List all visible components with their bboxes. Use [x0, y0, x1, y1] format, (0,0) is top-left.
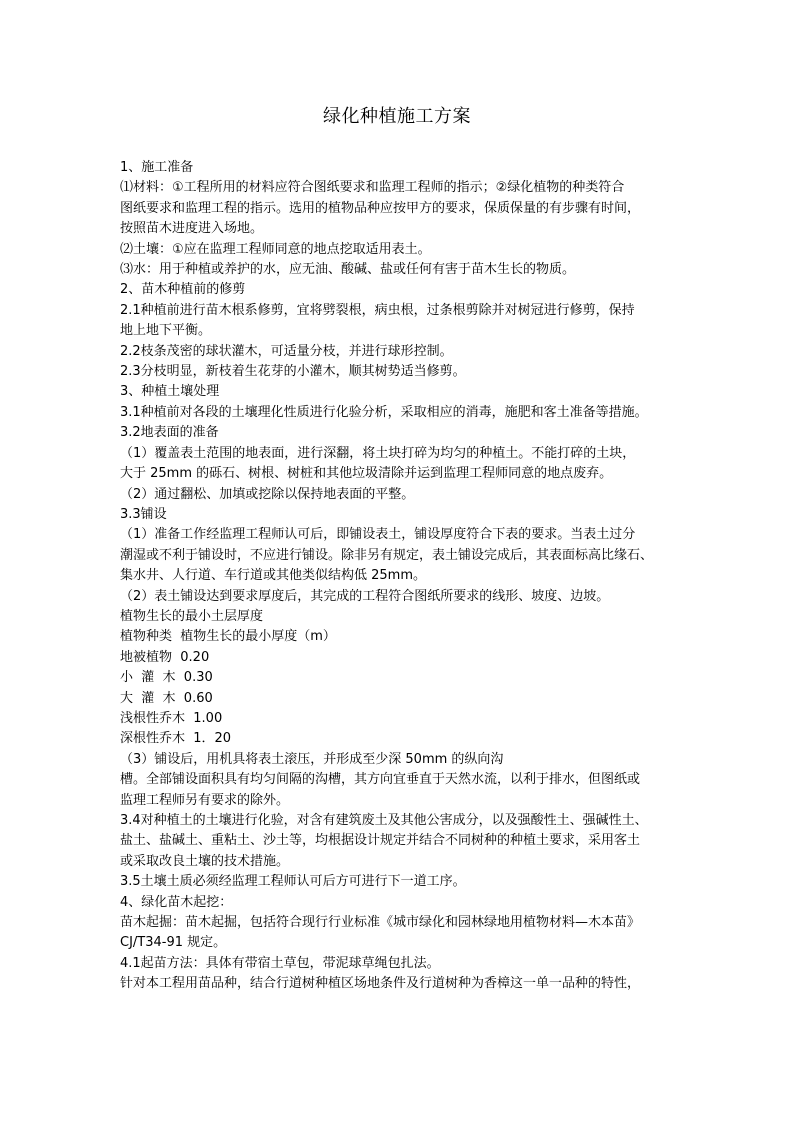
table-row: 小 灌 木 0.30: [120, 670, 213, 686]
line-3-3: （1）覆盖表土范围的地表面，进行深翻，将土块打碎为均匀的种植土。不能打碎的土块，: [120, 445, 636, 461]
table-row: 大 灌 木 0.60: [120, 690, 213, 706]
line-3-8: 潮湿或不利于铺设时，不应进行铺设。除非另有规定，表土铺设完成后，其表面标高比缘石、: [120, 547, 654, 563]
line-3-12: 槽。全部铺设面积具有均匀间隔的沟槽，其方向宜垂直于天然水流，以利于排水，但图纸或: [120, 772, 641, 788]
line-3-16: 或采取改良土壤的技术措施。: [120, 853, 290, 869]
line-4-2: CJ/T34-91 规定。: [120, 935, 227, 951]
line-3-10: （2）表土铺设达到要求厚度后，其完成的工程符合图纸所要求的线形、坡度、边坡。: [120, 588, 610, 604]
line-1-1: ⑴材料：①工程所用的材料应符合图纸要求和监理工程师的指示；②绿化植物的种类符合: [120, 180, 625, 196]
line-heading-1: 1、施工准备: [120, 160, 194, 175]
line-3-5: （2）通过翻松、加填或挖除以保持地表面的平整。: [120, 486, 415, 502]
table-header: 植物种类 植物生长的最小厚度（m）: [120, 629, 336, 645]
line-3-6: 3.3铺设: [120, 506, 167, 522]
line-3-15: 盐土、盐碱土、重粘土、沙土等，均根据设计规定并结合不同树种的种植土要求，采用客土: [120, 833, 641, 849]
table-row: 地被植物 0.20: [120, 649, 210, 665]
line-3-11: （3）铺设后，用机具将表土滚压，并形成至少深 50mm 的纵向沟: [120, 751, 504, 767]
line-3-14: 3.4对种植土的土壤进行化验，对含有建筑废土及其他公害成分，以及强酸性土、强碱性土、: [120, 813, 648, 828]
line-4-1: 苗木起掘：苗木起掘，包括符合现行行业标准《城市绿化和园林绿地用植物材料—木本苗》: [120, 915, 641, 931]
document-title: 绿化种植施工方案: [323, 106, 471, 127]
line-heading-2: 2、苗木种植前的修剪: [120, 282, 246, 298]
line-3-17: 3.5土壤土质必须经监理工程师认可后方可进行下一道工序。: [120, 874, 466, 890]
line-1-3: 按照苗木进度进入场地。: [120, 221, 264, 237]
line-3-2: 3.2地表面的准备: [120, 425, 219, 441]
line-2-4: 2.3分枝明显，新枝着生花芽的小灌木，顺其树势适当修剪。: [120, 364, 466, 380]
line-1-5: ⑶水：用于种植或养护的水，应无油、酸碱、盐或任何有害于苗木生长的物质。: [120, 262, 576, 278]
line-3-4: 大于 25mm 的砾石、树根、树桩和其他垃圾清除并运到监理工程师同意的地点废弃。: [120, 466, 613, 482]
line-2-2: 地上地下平衡。: [120, 323, 212, 339]
line-1-2: 图纸要求和监理工程的指示。选用的植物品种应按甲方的要求，保质保量的有步骤有时间，: [120, 200, 641, 216]
line-3-1: 3.1种植前对各段的土壤理化性质进行化验分析，采取相应的消毒，施肥和客土准备等措施。: [120, 404, 648, 420]
line-2-1: 2.1种植前进行苗木根系修剪，宜将劈裂根，病虫根，过条根剪除并对树冠进行修剪，保持: [120, 302, 635, 318]
line-3-13: 监理工程师另有要求的除外。: [120, 792, 290, 808]
table-row: 深根性乔木 1．20: [120, 731, 232, 747]
table-caption: 植物生长的最小土层厚度: [120, 608, 264, 624]
line-3-9: 集水井、人行道、车行道或其他类似结构低 25mm。: [120, 568, 427, 584]
line-4-4: 针对本工程用苗品种，结合行道树种植区场地条件及行道树种为香樟这一单一品种的特性，: [120, 976, 641, 992]
line-heading-3: 3、种植土壤处理: [120, 384, 220, 400]
line-3-7: （1）准备工作经监理工程师认可后，即铺设表土，铺设厚度符合下表的要求。当表土过分: [120, 527, 636, 543]
line-4-3: 4.1起苗方法：具体有带宿土草包，带泥球草绳包扎法。: [120, 955, 440, 971]
document-body: [120, 158, 680, 995]
table-row: 浅根性乔木 1.00: [120, 710, 223, 726]
line-1-4: ⑵土壤：①应在监理工程师同意的地点挖取适用表土。: [120, 241, 431, 257]
line-heading-4: 4、绿化苗木起挖：: [120, 894, 233, 910]
line-2-3: 2.2枝条茂密的球状灌木，可适量分枝，并进行球形控制。: [120, 343, 453, 359]
